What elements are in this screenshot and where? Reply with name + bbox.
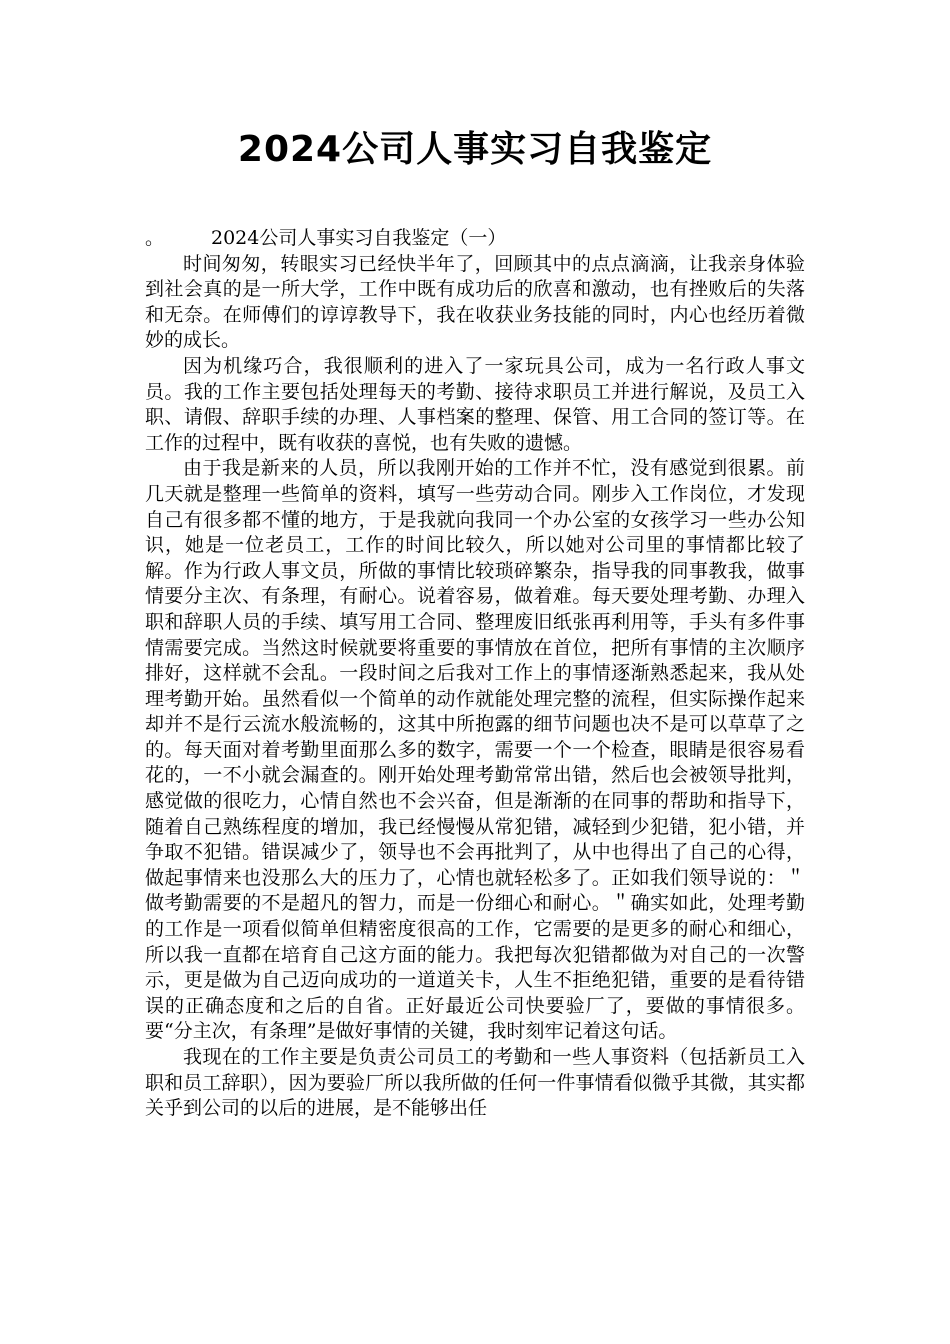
document-body xyxy=(145,226,805,1122)
paragraph-1: 时间匆匆，转眼实习已经快半年了，回顾其中的点点滴滴，让我亲身体验到社会真的是一所大学，工作中既有成功后的欣喜和激动，也有挫败后的失落和无奈。在师傅们的谆谆教导下，我在收获业务技能的同时，内心也经历着微妙的成长。 xyxy=(145,252,805,352)
section-marker: 。 xyxy=(145,227,165,249)
document-title: 2024公司人事实习自我鉴定 xyxy=(237,129,713,170)
paragraph-2: 因为机缘巧合，我很顺利的进入了一家玩具公司，成为一名行政人事文员。我的工作主要包括处理每天的考勤、接待求职员工并进行解说，及员工入职、请假、辞职手续的办理、人事档案的整理、保管、用工合同的签订等。在工作的过程中，既有收获的喜悦，也有失败的遗憾。 xyxy=(145,354,805,454)
paragraph-3: 由于我是新来的人员，所以我刚开始的工作并不忙，没有感觉到很累。前几天就是整理一些简单的资料，填写一些劳动合同。刚步入工作岗位，才发现自己有很多都不懂的地方，于是我就向我同一个办公室的女孩学习一些办公知识，她是一位老员工，工作的时间比较久，所以她对公司里的事情都比较了解。作为行政人事文员，所做的事情比较琐碎繁杂，指导我的同事教我，做事情要分主次、有条理，有耐心。说着容易，做着难。每天要处理考勤、办理入职和辞职人员的手续、填写用工合同、整理废旧纸张再利用等，手头有多件事情需要完成。当然这时候就要将重要的事情放在首位，把所有事情的主次顺序排好，这样就不会乱。一段时间之后我对工作上的事情逐渐熟悉起来，我从处理考勤开始。虽然看似一个简单的动作就能处理完整的流程，但实际操作起来却并不是行云流水般流畅的，这其中所抱露的细节问题也决不是可以草草了之的。每天面对着考勤里面那么多的数字，需要一个一个检查，眼睛是很容易看花的，一不小就会漏查的。刚开始处理考勤常常出错，然后也会被领导批判，感觉做的很吃力，心情自然也不会兴奋，但是渐渐的在同事的帮助和指导下，随着自己熟练程度的增加，我已经慢慢从常犯错，减轻到少犯错，犯小错，并争取不犯错。错误减少了，领导也不会再批判了，从中也得出了自己的心得，做起事情来也没那么大的压力了，心情也就轻松多了。正如我们领导说的：＂做考勤需要的不是超凡的智力，而是一份细心和耐心。＂确实如此，处理考勤的工作是一项看似简单但精密度很高的工作，它需要的是更多的耐心和细心，所以我一直都在培育自己这方面的能力。我把每次犯错都做为对自己的一次警示，更是做为自己迈向成功的一道道关卡，人生不拒绝犯错，重要的是看待错误的正确态度和之后的自省。正好最近公司快要验厂了，要做的事情很多。要“分主次，有条理”是做好事情的关键，我时刻牢记着这句话。 xyxy=(145,457,805,1043)
section-heading xyxy=(145,226,805,252)
paragraph-4: 我现在的工作主要是负责公司员工的考勤和一些人事资料（包括新员工入职和员工辞职），因为要验厂所以我所做的任何一件事情看似微乎其微，其实都关乎到公司的以后的进展，是不能够出任 xyxy=(145,1046,805,1120)
section-heading-text: 2024公司人事实习自我鉴定（一） xyxy=(211,227,507,249)
